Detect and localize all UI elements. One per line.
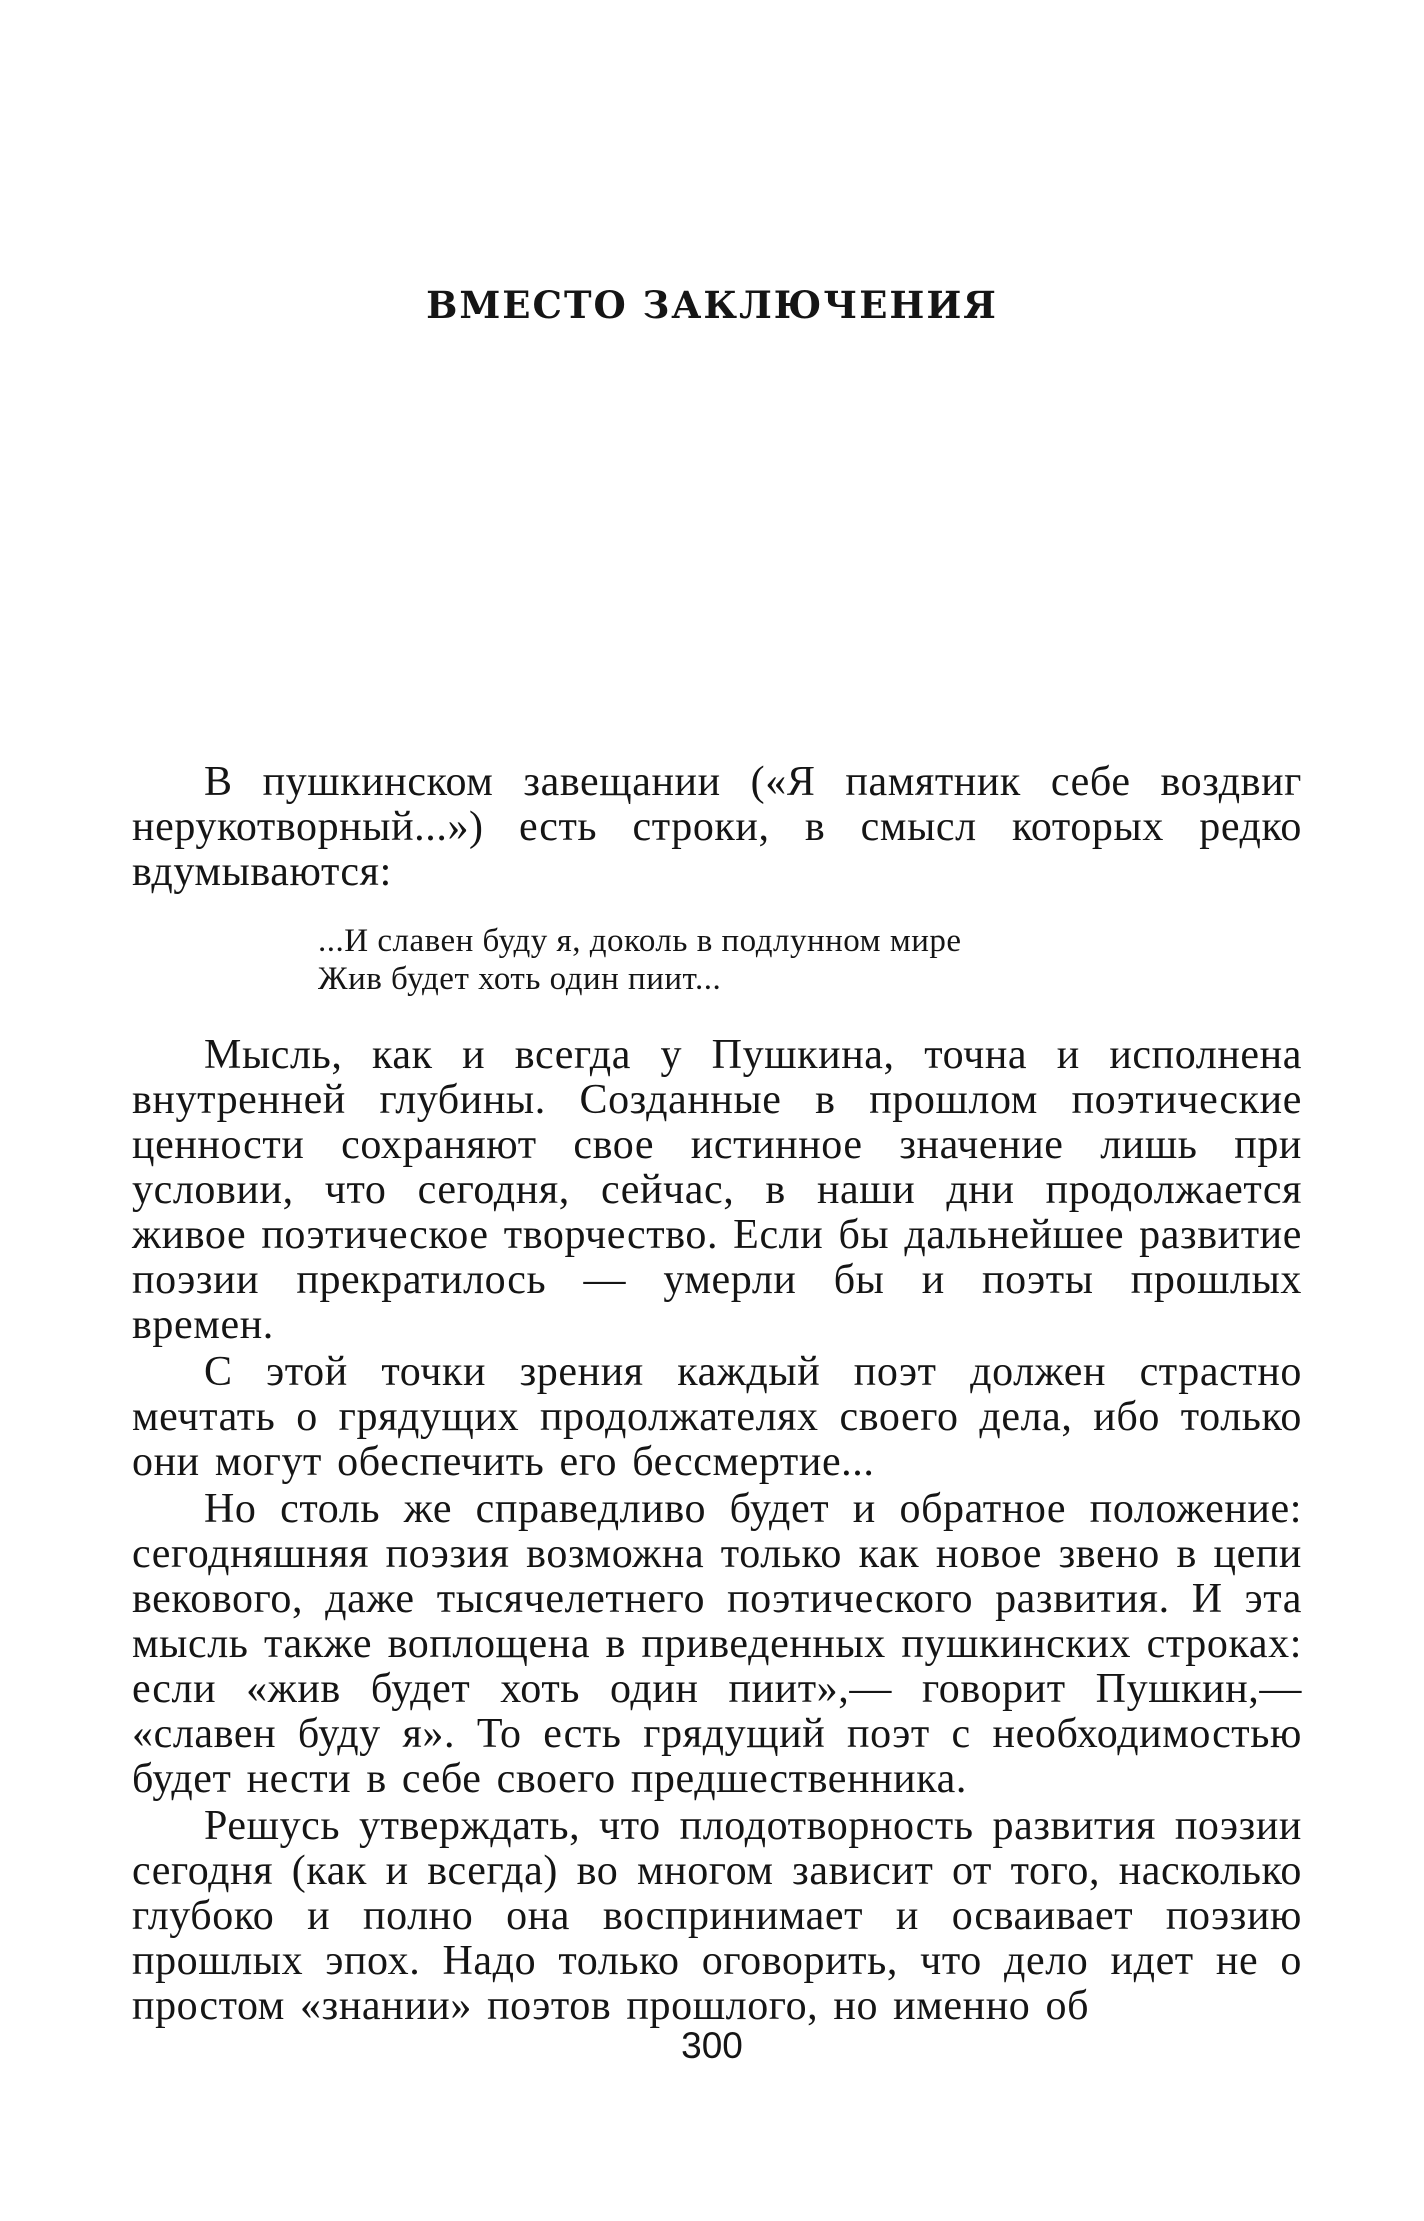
chapter-heading: ВМЕСТО ЗАКЛЮЧЕНИЯ: [426, 283, 998, 327]
page-number: 300: [681, 2025, 743, 2066]
intro-paragraph: В пушкинском завещании («Я памятник себе воздвиг нерукотворный...») есть строки, в смысл которых редко вдумываются:: [132, 759, 1302, 895]
paragraph: С этой точки зрения каждый поэт должен страстно мечтать о грядущих продолжателях своего дела, ибо только они могут обеспечить его бессмертие...: [132, 1349, 1302, 1485]
paragraph: Мысль, как и всегда у Пушкина, точна и исполнена внутренней глубины. Созданные в прошлом поэтические ценности сохраняют свое истинное значение лишь при условии, что сегодня, сейчас, в наши дни продолжается живое поэтическое творчество. Если бы дальнейшее развитие поэзии прекратилось — умерли бы и поэты прошлых времен.: [132, 1032, 1302, 1348]
verse-line: ...И славен буду я, доколь в подлунном мире: [318, 923, 962, 959]
verse-line: Жив будет хоть один пиит...: [318, 961, 722, 997]
verse-quote: [318, 922, 962, 998]
body-text: [132, 1033, 1302, 2029]
paragraph: Решусь утверждать, что плодотворность развития поэзии сегодня (как и всегда) во многом зависит от того, насколько глубоко и полно она воспринимает и осваивает поэзию прошлых эпох. Надо только оговорить, что дело идет не о простом «знании» поэтов прошлого, но именно об: [132, 1803, 1302, 2029]
paragraph: Но столь же справедливо будет и обратное положение: сегодняшняя поэзия возможна только как новое звено в цепи векового, даже тысячелетнего поэтического развития. И эта мысль также воплощена в приведенных пушкинских строках: если «жив будет хоть один пиит»,— говорит Пушкин,— «славен буду я». То есть грядущий поэт с необходимостью будет нести в себе своего предшественника.: [132, 1486, 1302, 1802]
